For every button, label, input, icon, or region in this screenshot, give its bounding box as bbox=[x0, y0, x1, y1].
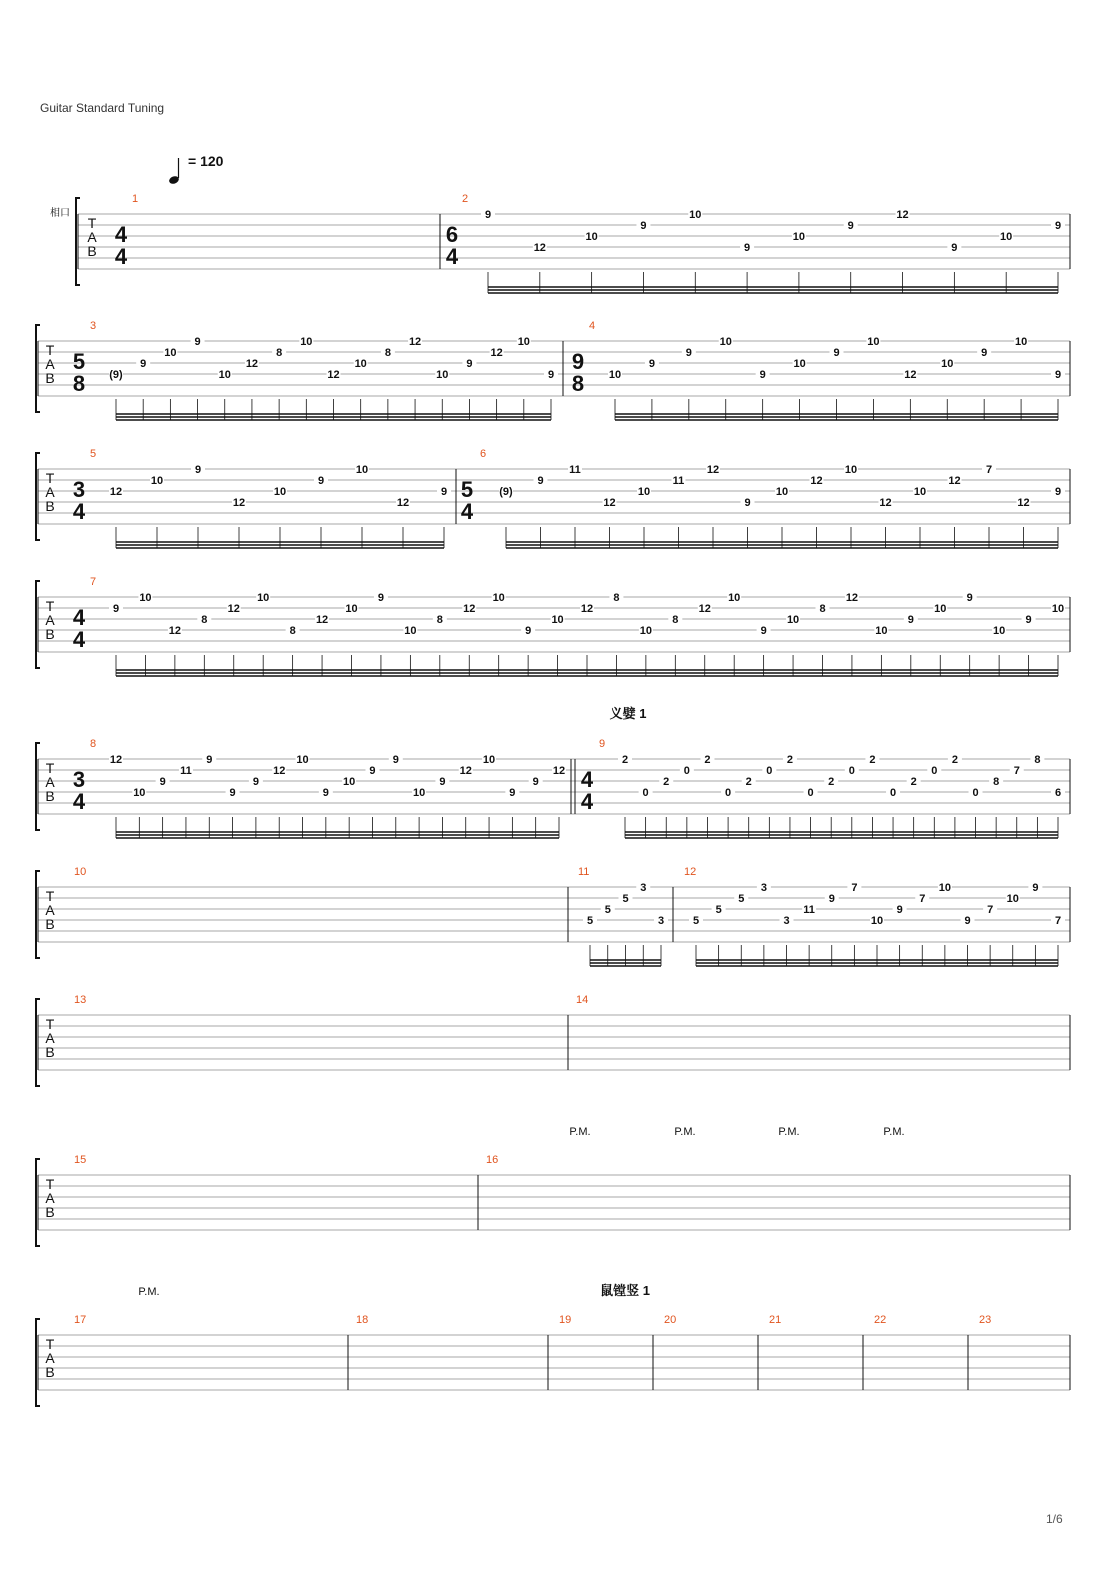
fret-number: 11 bbox=[803, 904, 815, 916]
fret-number: 0 bbox=[642, 787, 649, 799]
fret-number: 2 bbox=[745, 776, 752, 788]
time-signature-bottom: 4 bbox=[580, 789, 594, 814]
fret-number: 11 bbox=[672, 475, 685, 487]
time-signature-top: 3 bbox=[72, 477, 86, 502]
fret-number: 3 bbox=[783, 915, 790, 927]
fret-number: (9) bbox=[499, 486, 513, 498]
fret-number: 12 bbox=[227, 603, 240, 615]
fret-number: 0 bbox=[889, 787, 897, 799]
fret-number: 12 bbox=[315, 614, 329, 626]
fret-number: 10 bbox=[404, 625, 417, 637]
tab-clef-letter: T bbox=[45, 598, 55, 614]
fret-number: 9 bbox=[206, 754, 213, 766]
tab-clef-letter: B bbox=[45, 1364, 55, 1380]
fret-number: 9 bbox=[466, 358, 473, 370]
fret-number: 10 bbox=[844, 464, 858, 476]
tab-clef-letter: T bbox=[45, 1336, 55, 1352]
fret-number: 9 bbox=[532, 776, 539, 788]
fret-number: 12 bbox=[533, 242, 546, 254]
bar-number: 7 bbox=[90, 576, 97, 588]
fret-number: 12 bbox=[490, 347, 503, 359]
fret-number: 9 bbox=[896, 904, 903, 916]
bar-number: 5 bbox=[90, 448, 97, 460]
time-signature-top: 3 bbox=[72, 767, 86, 792]
fret-number: 9 bbox=[964, 915, 971, 927]
fret-number: 0 bbox=[766, 765, 773, 777]
fret-number: 10 bbox=[1000, 231, 1013, 243]
fret-number: 3 bbox=[760, 882, 767, 894]
fret-number: 9 bbox=[537, 475, 544, 487]
tab-clef-letter: B bbox=[45, 1204, 55, 1220]
fret-number: 10 bbox=[551, 614, 564, 626]
fret-number: 0 bbox=[931, 765, 938, 777]
bar-number: 20 bbox=[664, 1314, 677, 1326]
fret-number: 9 bbox=[440, 486, 448, 498]
fret-number: 2 bbox=[786, 754, 794, 766]
tab-clef-letter: B bbox=[45, 916, 55, 932]
fret-number: 0 bbox=[807, 787, 814, 799]
fret-number: 10 bbox=[786, 614, 800, 626]
fret-number: 9 bbox=[759, 369, 766, 381]
fret-number: 10 bbox=[608, 369, 622, 381]
fret-number: 8 bbox=[384, 347, 391, 359]
fret-number: 12 bbox=[603, 497, 616, 509]
bar-number: 4 bbox=[589, 320, 596, 332]
fret-number: 10 bbox=[300, 336, 313, 348]
fret-number: 10 bbox=[133, 787, 146, 799]
tab-clef-letter: T bbox=[45, 1176, 55, 1192]
fret-number: 9 bbox=[907, 614, 914, 626]
fret-number: 9 bbox=[140, 358, 147, 370]
fret-number: 9 bbox=[252, 776, 259, 788]
fret-number: 9 bbox=[1054, 369, 1062, 381]
fret-number: 8 bbox=[672, 614, 679, 626]
tab-clef-letter: A bbox=[87, 229, 97, 245]
fret-number: 9 bbox=[744, 497, 751, 509]
bar-number: 9 bbox=[599, 738, 606, 750]
fret-number: 9 bbox=[229, 787, 236, 799]
fret-number: 10 bbox=[870, 915, 884, 927]
track-label: 相口 bbox=[50, 208, 70, 219]
fret-number: 10 bbox=[913, 486, 927, 498]
fret-number: (9) bbox=[109, 369, 123, 381]
tab-clef-letter: B bbox=[45, 1044, 55, 1060]
fret-number: 9 bbox=[685, 347, 692, 359]
fret-number: 10 bbox=[218, 369, 231, 381]
fret-number: 10 bbox=[139, 592, 152, 604]
bar-number: 10 bbox=[74, 866, 87, 878]
fret-number: 9 bbox=[112, 603, 120, 615]
bar-number: 12 bbox=[684, 866, 697, 878]
fret-number: 9 bbox=[322, 787, 329, 799]
fret-number: 10 bbox=[492, 592, 505, 604]
fret-number: 12 bbox=[109, 486, 123, 498]
fret-number: 12 bbox=[879, 497, 892, 509]
fret-number: 7 bbox=[1054, 915, 1062, 927]
fret-number: 10 bbox=[875, 625, 888, 637]
tab-clef-letter: T bbox=[45, 342, 55, 358]
tab-clef-letter: B bbox=[45, 498, 55, 514]
palm-mute-label: P.M. bbox=[569, 1126, 591, 1138]
time-signature-bottom: 4 bbox=[72, 627, 86, 652]
fret-number: 5 bbox=[586, 915, 594, 927]
fret-number: 12 bbox=[896, 209, 909, 221]
fret-number: 3 bbox=[657, 915, 665, 927]
palm-mute-label: P.M. bbox=[138, 1286, 160, 1298]
fret-number: 8 bbox=[276, 347, 283, 359]
tab-clef-letter: T bbox=[87, 215, 97, 231]
fret-number: 9 bbox=[377, 592, 384, 604]
fret-number: 2 bbox=[621, 754, 629, 766]
fret-number: 10 bbox=[412, 787, 426, 799]
fret-number: 9 bbox=[509, 787, 516, 799]
fret-number: 2 bbox=[869, 754, 876, 766]
bar-number: 15 bbox=[74, 1154, 87, 1166]
bar-number: 18 bbox=[356, 1314, 369, 1326]
bar-number: 11 bbox=[578, 866, 590, 878]
fret-number: 12 bbox=[459, 765, 472, 777]
fret-number: 12 bbox=[580, 603, 594, 615]
page-number: 1/6 bbox=[1046, 1512, 1063, 1526]
fret-number: 12 bbox=[810, 475, 823, 487]
tab-clef-letter: A bbox=[45, 484, 55, 500]
bar-number: 1 bbox=[132, 193, 139, 205]
fret-number: 10 bbox=[164, 347, 177, 359]
fret-number: 12 bbox=[904, 369, 917, 381]
tab-clef-letter: A bbox=[45, 774, 55, 790]
fret-number: 8 bbox=[819, 603, 826, 615]
palm-mute-label: P.M. bbox=[778, 1126, 800, 1138]
fret-number: 10 bbox=[639, 625, 652, 637]
fret-number: 9 bbox=[392, 754, 399, 766]
fret-number: 11 bbox=[569, 464, 581, 476]
fret-number: 9 bbox=[194, 464, 202, 476]
fret-number: 10 bbox=[934, 603, 947, 615]
fret-number: 5 bbox=[738, 893, 745, 905]
fret-number: 12 bbox=[396, 497, 410, 509]
fret-number: 8 bbox=[289, 625, 296, 637]
fret-number: 0 bbox=[725, 787, 732, 799]
fret-number: 9 bbox=[981, 347, 988, 359]
fret-number: 12 bbox=[845, 592, 859, 604]
fret-number: 9 bbox=[525, 625, 532, 637]
fret-number: 10 bbox=[273, 486, 287, 498]
fret-number: 9 bbox=[1025, 614, 1032, 626]
tab-clef-letter: B bbox=[45, 370, 55, 386]
tuning-label: Guitar Standard Tuning bbox=[40, 101, 165, 115]
time-signature-top: 5 bbox=[72, 349, 86, 374]
fret-number: 9 bbox=[847, 220, 854, 232]
fret-number: 10 bbox=[637, 486, 651, 498]
fret-number: 5 bbox=[604, 904, 611, 916]
tab-clef-letter: A bbox=[45, 1190, 55, 1206]
fret-number: 10 bbox=[689, 209, 702, 221]
fret-number: 10 bbox=[867, 336, 880, 348]
time-signature-top: 6 bbox=[445, 222, 459, 247]
tab-clef-letter: T bbox=[45, 470, 55, 486]
fret-number: 9 bbox=[317, 475, 325, 487]
bar-number: 3 bbox=[90, 320, 97, 332]
fret-number: 10 bbox=[941, 358, 954, 370]
fret-number: 12 bbox=[706, 464, 720, 476]
fret-number: 6 bbox=[1054, 787, 1062, 799]
fret-number: 7 bbox=[919, 893, 926, 905]
tab-clef-letter: A bbox=[45, 902, 55, 918]
fret-number: 2 bbox=[910, 776, 917, 788]
time-signature-bottom: 4 bbox=[460, 499, 474, 524]
bar-number: 8 bbox=[90, 738, 97, 750]
bar-number: 19 bbox=[559, 1314, 572, 1326]
time-signature-top: 5 bbox=[460, 477, 474, 502]
fret-number: 10 bbox=[354, 358, 367, 370]
fret-number: 0 bbox=[683, 765, 690, 777]
bar-number: 14 bbox=[576, 994, 589, 1006]
fret-number: 10 bbox=[343, 776, 356, 788]
fret-number: 12 bbox=[698, 603, 711, 615]
fret-number: 9 bbox=[484, 209, 492, 221]
fret-number: 12 bbox=[1017, 497, 1030, 509]
fret-number: 7 bbox=[985, 464, 993, 476]
fret-number: 10 bbox=[585, 231, 598, 243]
bar-number: 2 bbox=[462, 193, 469, 205]
fret-number: 9 bbox=[369, 765, 376, 777]
fret-number: 10 bbox=[792, 231, 806, 243]
fret-number: 10 bbox=[775, 486, 789, 498]
tab-clef-letter: T bbox=[45, 888, 55, 904]
section-label: 义嬖 1 bbox=[609, 706, 647, 721]
fret-number: 2 bbox=[663, 776, 670, 788]
fret-number: 10 bbox=[436, 369, 449, 381]
fret-number: 9 bbox=[966, 592, 973, 604]
fret-number: 12 bbox=[408, 336, 422, 348]
fret-number: 9 bbox=[194, 336, 201, 348]
fret-number: 10 bbox=[355, 464, 369, 476]
fret-number: 9 bbox=[648, 358, 655, 370]
fret-number: 11 bbox=[180, 765, 192, 777]
tempo-value: = 120 bbox=[188, 153, 224, 169]
fret-number: 10 bbox=[482, 754, 496, 766]
fret-number: 0 bbox=[972, 787, 979, 799]
fret-number: 2 bbox=[704, 754, 711, 766]
fret-number: 10 bbox=[793, 358, 806, 370]
tab-clef-letter: A bbox=[45, 356, 55, 372]
section-label: 鼠镗竖 1 bbox=[600, 1283, 650, 1298]
fret-number: 9 bbox=[760, 625, 767, 637]
fret-number: 9 bbox=[1054, 486, 1062, 498]
time-signature-bottom: 4 bbox=[114, 244, 128, 269]
fret-number: 3 bbox=[640, 882, 647, 894]
fret-number: 12 bbox=[552, 765, 566, 777]
fret-number: 0 bbox=[848, 765, 855, 777]
bar-number: 16 bbox=[486, 1154, 499, 1166]
fret-number: 10 bbox=[728, 592, 741, 604]
time-signature-top: 9 bbox=[571, 349, 585, 374]
fret-number: 10 bbox=[1006, 893, 1019, 905]
fret-number: 7 bbox=[851, 882, 858, 894]
time-signature-bottom: 8 bbox=[72, 371, 86, 396]
fret-number: 9 bbox=[640, 220, 647, 232]
tab-clef-letter: B bbox=[45, 788, 55, 804]
bar-number: 21 bbox=[769, 1314, 782, 1326]
tab-clef-letter: B bbox=[87, 243, 97, 259]
fret-number: 9 bbox=[1032, 882, 1039, 894]
time-signature-top: 4 bbox=[114, 222, 128, 247]
fret-number: 12 bbox=[327, 369, 340, 381]
palm-mute-label: P.M. bbox=[674, 1126, 696, 1138]
fret-number: 10 bbox=[1014, 336, 1028, 348]
tab-clef-letter: T bbox=[45, 1016, 55, 1032]
fret-number: 9 bbox=[833, 347, 840, 359]
fret-number: 9 bbox=[951, 242, 958, 254]
fret-number: 5 bbox=[622, 893, 629, 905]
fret-number: 7 bbox=[987, 904, 994, 916]
bar-number: 22 bbox=[874, 1314, 887, 1326]
fret-number: 9 bbox=[439, 776, 446, 788]
fret-number: 12 bbox=[948, 475, 961, 487]
fret-number: 12 bbox=[273, 765, 286, 777]
bar-number: 17 bbox=[74, 1314, 87, 1326]
fret-number: 8 bbox=[1034, 754, 1041, 766]
time-signature-top: 4 bbox=[580, 767, 594, 792]
fret-number: 10 bbox=[1051, 603, 1065, 615]
fret-number: 9 bbox=[547, 369, 555, 381]
time-signature-bottom: 8 bbox=[571, 371, 585, 396]
tab-clef-letter: B bbox=[45, 626, 55, 642]
fret-number: 10 bbox=[719, 336, 732, 348]
fret-number: 8 bbox=[613, 592, 620, 604]
fret-number: 12 bbox=[109, 754, 123, 766]
tab-clef-letter: A bbox=[45, 1350, 55, 1366]
fret-number: 12 bbox=[463, 603, 476, 615]
fret-number: 9 bbox=[159, 776, 166, 788]
fret-number: 8 bbox=[436, 614, 443, 626]
tab-clef-letter: A bbox=[45, 612, 55, 628]
time-signature-bottom: 4 bbox=[72, 789, 86, 814]
time-signature-bottom: 4 bbox=[72, 499, 86, 524]
fret-number: 9 bbox=[744, 242, 751, 254]
fret-number: 10 bbox=[517, 336, 530, 348]
fret-number: 12 bbox=[245, 358, 259, 370]
fret-number: 5 bbox=[715, 904, 722, 916]
fret-number: 2 bbox=[951, 754, 958, 766]
time-signature-top: 4 bbox=[72, 605, 86, 630]
fret-number: 10 bbox=[993, 625, 1006, 637]
fret-number: 12 bbox=[168, 625, 181, 637]
bar-number: 23 bbox=[979, 1314, 992, 1326]
fret-number: 5 bbox=[692, 915, 700, 927]
tab-clef-letter: A bbox=[45, 1030, 55, 1046]
palm-mute-label: P.M. bbox=[883, 1126, 905, 1138]
fret-number: 10 bbox=[345, 603, 358, 615]
fret-number: 9 bbox=[1054, 220, 1062, 232]
fret-number: 2 bbox=[828, 776, 835, 788]
fret-number: 10 bbox=[296, 754, 309, 766]
fret-number: 12 bbox=[232, 497, 246, 509]
fret-number: 8 bbox=[993, 776, 1000, 788]
fret-number: 8 bbox=[201, 614, 208, 626]
fret-number: 10 bbox=[257, 592, 270, 604]
time-signature-bottom: 4 bbox=[445, 244, 459, 269]
fret-number: 9 bbox=[828, 893, 835, 905]
tab-clef-letter: T bbox=[45, 760, 55, 776]
bar-number: 6 bbox=[480, 448, 487, 460]
bar-number: 13 bbox=[74, 994, 87, 1006]
fret-number: 10 bbox=[150, 475, 164, 487]
fret-number: 10 bbox=[938, 882, 951, 894]
fret-number: 7 bbox=[1013, 765, 1020, 777]
